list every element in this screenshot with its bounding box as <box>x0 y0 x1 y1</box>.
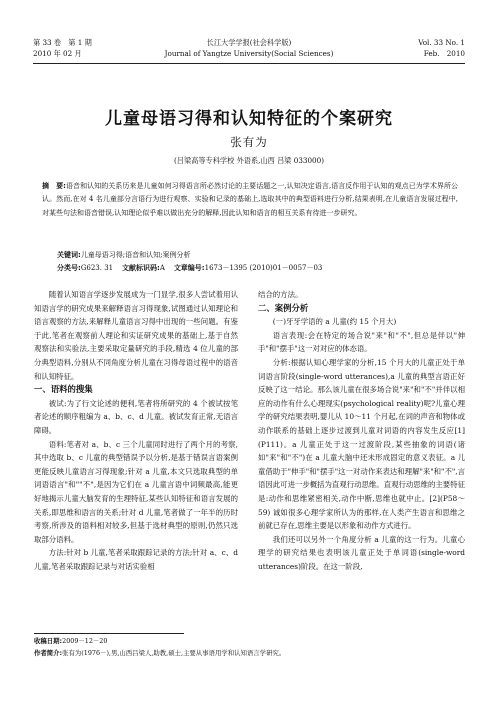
classification-line <box>57 262 467 274</box>
doc-code-label: 文献标识码: <box>122 264 160 272</box>
header-divider <box>33 63 465 64</box>
issue-date: 2010 年 02 月 <box>33 49 82 58</box>
corpus-paragraph: 语料:笔者对 a、b、c 三个儿童同时进行了两个月的考察,其中选取 b、c 儿童的典型错误予以分析,是基于错误言语案例更能反映儿童语言习得现象;针对 a 儿童,本文只选取典型的单词语语言"和""不",是因为它们在 a 儿童言语中词频最高,能更好地揭示儿童大脑发育的生理特征,某些认知特征和语言发展的关系,即思维和语言的关系;针对 d 儿童,笔者做了一年半的历时考察,所涉及的语料相对较多,但基于选材典型的原则,仍然只选取部分语料。 <box>34 439 238 544</box>
keywords-text: 儿童母语习得;语音和认知;案例分析 <box>80 251 191 259</box>
received-value: 2009－12－20 <box>62 637 108 645</box>
author-name: 张有为 <box>230 135 268 149</box>
abstract-text: 语音和认知的关系历来是儿童如何习得语言所必然讨论的主要话题之一,认知决定语言,语言反作用于认知的观点已为学术界所公认。然而,在对 4 名儿童部分言语行为进行观察、实验和记录的基础上,选取其中的典型语料进行分析,结果表明,在儿童语言发展过程中,对某些句法和语音错误,认知理论似乎难以做出充分的解释,因此认知和语言的相互关系有待进一步研究。 <box>42 182 458 217</box>
received-label: 收稿日期: <box>34 637 63 645</box>
received-date <box>34 636 464 646</box>
paper-title: 儿童母语习得和认知特征的个案研究 <box>105 109 393 129</box>
body-column-right <box>258 288 465 573</box>
section-heading-case-analysis: 二、案例分析 <box>258 302 309 313</box>
subjects-paragraph: 被试:为了行文论述的便利,笔者将所研究的 4 个被试按笔者论述的顺序粗编为 a、b、c、d 儿童。被试发育正常,无语言障碍。 <box>34 398 238 435</box>
article-number-label: 文章编号: <box>173 264 205 272</box>
author-bio <box>34 648 464 658</box>
keywords <box>57 249 457 261</box>
journal-volume-info-en <box>418 37 465 59</box>
abstract-label: 摘 要: <box>42 182 66 190</box>
author-bio-text: 张有为(1976－),男,山西吕梁人,助教,硕士,主要从事语用学和认知语言学研究。 <box>62 649 286 657</box>
intro-paragraph: 随着认知语言学逐步发展成为一门显学,很多人尝试着用认知语言学的研究成果来解释语言习得现象,试图通过认知理论和语言观察的方法,来解释儿童语言习得中出现的一些问题。有鉴于此,笔者在观察前人理论和实证研究成果的基础上,基于自然观察法和实验法,主要采取定量研究的手段,精选 4 位儿童的部分典型语料,分别从不同角度分析儿童在习得母语过程中的语音和认知特征。 <box>34 290 238 381</box>
keywords-label: 关键词: <box>57 251 81 259</box>
alternative-analysis-paragraph: 我们还可以另外一个角度分析 a 儿童的这一行为。儿童心理学的研究结果也表明该儿童正处于单词语(single-word utterances)阶段。在这一阶段, <box>258 534 465 571</box>
section-heading-corpus: 一、语料的搜集 <box>34 384 93 395</box>
journal-name-cn: 长江大学学报(社会科学版) <box>206 38 292 47</box>
method-paragraph: 方法:针对 b 儿童,笔者采取跟踪记录的方法;针对 a、c、d 儿童,笔者采取跟踪记录与对话实验相 <box>34 548 238 571</box>
article-number: 1673－1395 (2010)01－0057－03 <box>204 264 323 272</box>
volume-issue-en: Vol. 33 No. 1 <box>418 38 465 47</box>
doc-code: A <box>159 264 165 272</box>
author-affiliation: (吕梁高等专科学校 外语系,山西 吕梁 033000) <box>174 156 324 165</box>
issue-date-en: Feb. 2010 <box>423 49 465 58</box>
clc-number: G623. 31 <box>80 264 114 272</box>
clc-label: 分类号: <box>57 264 81 272</box>
language-performance-paragraph: 语言表现:会在特定的场合说"来"和"不",但总是伴以"伸手"和"摆手"这一对对应的体态语。 <box>258 330 465 354</box>
abstract <box>42 180 458 220</box>
journal-name-en: Journal of Yangtze University(Social Sciences) <box>164 49 334 58</box>
method-continuation: 结合的方法。 <box>258 290 303 299</box>
footnote-divider <box>34 633 184 634</box>
volume-issue: 第 33 卷 第 1 期 <box>33 38 92 47</box>
body-column-left <box>34 288 238 573</box>
analysis-paragraph: 分析:根据认知心理学家的分析,15 个月大的儿童正处于单词语言阶段(single-word utterances),a 儿童的典型言语正好反映了这一结论。那么该儿童在很多场合说"来"和"不"并伴以相应的动作有什么心理现实(psychological reality)呢?儿童心理学的研究结果表明,婴儿从 10～11 个月起,在词的声音和物体或动作联系的基础上逐步过渡到儿童对词语的内容发生反应[1](P111)。a 儿童正处于这一过渡阶段,某些抽象的词语(诸如"来"和"不")在 a 儿童大脑中还未形成固定的意义表征。a 儿童借助于"伸手"和"摆手"这一对动作来表达和理解"来"和"不",言语因此可进一步概括为直观行动思维。直观行动思维的主要特征是:动作和思维紧密相关,动作中断,思维也就中止。[2](P58～59) 诚如很多心理学家所认为的那样,在人类产生语言和思维之前就已存在,思维主要是以形象和动作方式进行。 <box>258 357 465 531</box>
author-bio-label: 作者简介: <box>34 649 63 657</box>
subsection-heading-child-a: (一)牙牙学语的 a 儿童(约 15 个月大) <box>272 317 397 327</box>
